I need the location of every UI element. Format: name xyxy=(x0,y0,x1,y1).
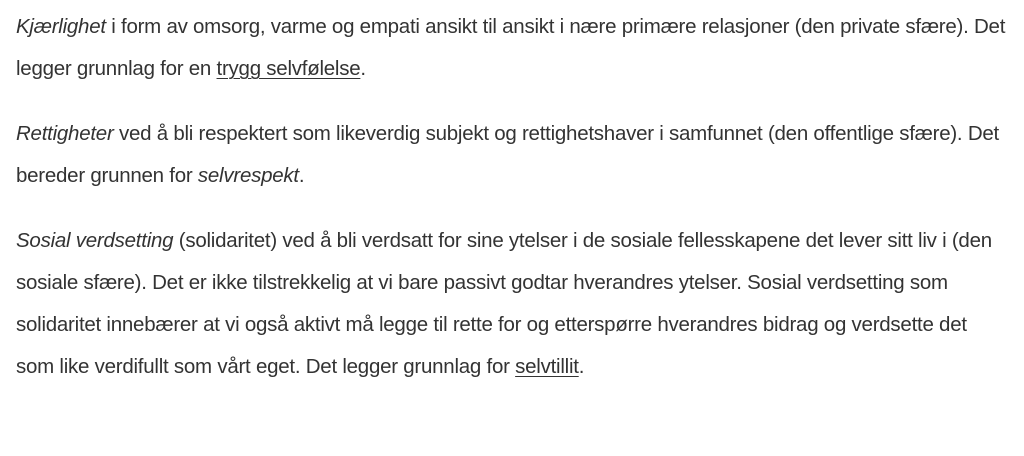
term-selvrespekt: selvrespekt xyxy=(197,164,299,187)
paragraph-end: . xyxy=(578,355,585,378)
paragraph-sosial-verdsetting xyxy=(16,220,1008,388)
paragraph-text: i form av omsorg, varme og empati ansikt til ansikt i nære primære relasjoner (den private sfære). Det legger grunnlag for en xyxy=(16,15,1006,80)
term-kjaerlighet: Kjærlighet xyxy=(16,15,106,38)
paragraph-rettigheter xyxy=(16,113,1008,197)
link-trygg-selvfolelse[interactable]: trygg selvfølelse xyxy=(216,57,361,80)
term-rettigheter: Rettigheter xyxy=(16,122,114,145)
paragraph-end: . xyxy=(298,164,305,187)
paragraph-kjaerlighet xyxy=(16,6,1008,90)
paragraph-text: (solidaritet) ved å bli verdsatt for sine ytelser i de sosiale fellesskapene det lever sitt liv i (den sosiale sfære). Det er ikke tilstrekkelig at vi bare passivt godtar hverandres ytelser. Sosial verdsetting som solidaritet innebærer at vi også aktivt må legge til rette for og etterspørre hverandres bidrag og verdsette det som like verdifullt som vårt eget. Det legger grunnlag for xyxy=(16,229,992,378)
paragraph-text: ved å bli respektert som likeverdig subjekt og rettighetshaver i samfunnet (den offentlige sfære). Det bereder grunnen for xyxy=(16,122,999,187)
term-sosial-verdsetting: Sosial verdsetting xyxy=(16,229,174,252)
paragraph-end: . xyxy=(360,57,366,80)
link-selvtillit[interactable]: selvtillit xyxy=(515,355,579,378)
